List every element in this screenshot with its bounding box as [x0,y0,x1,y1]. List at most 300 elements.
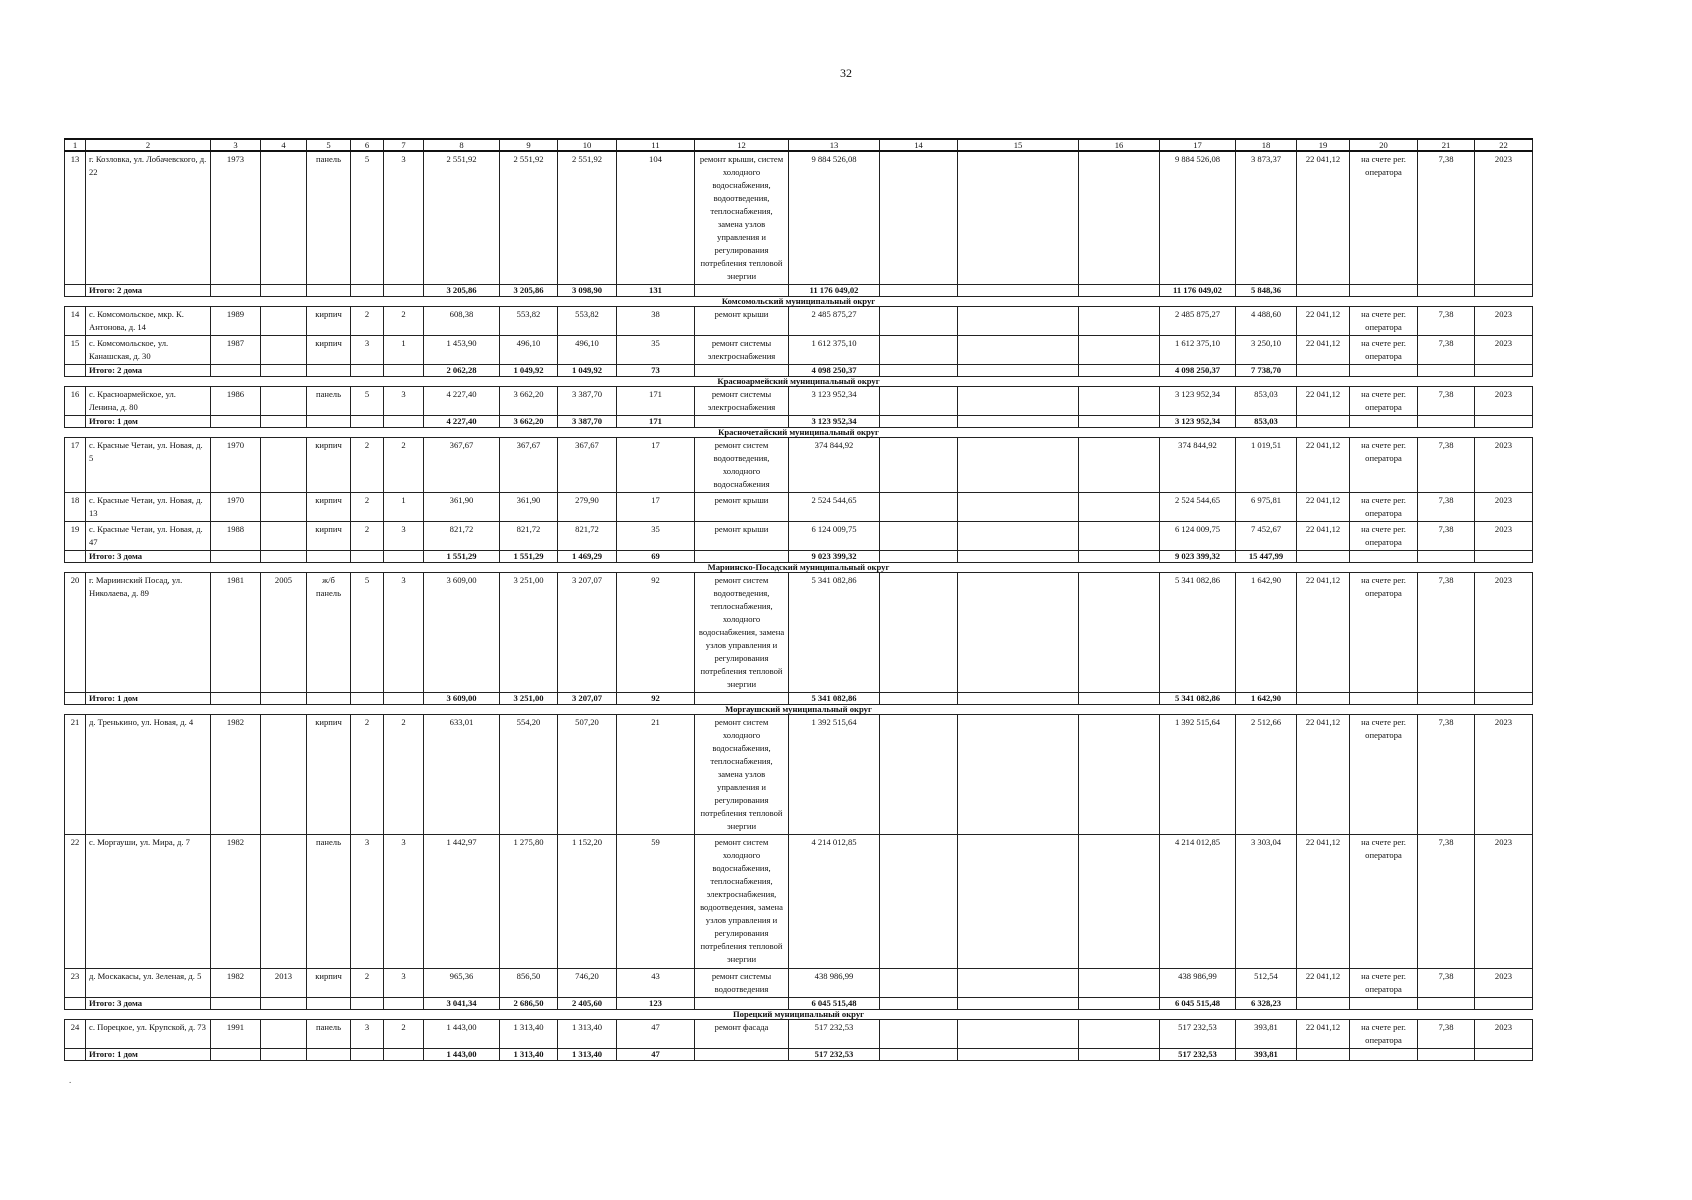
table-cell: 2 [384,438,424,493]
table-cell [1475,285,1533,297]
repair-works: ремонт систем водоотведения, холодного водоснабжения [695,438,789,493]
table-cell [1418,693,1475,705]
table-cell: 22 041,12 [1297,336,1350,365]
repair-works: ремонт крыши [695,522,789,551]
table-cell: 2 062,28 [424,365,500,377]
table-cell [958,969,1079,998]
table-cell [1350,365,1418,377]
table-cell [65,285,86,297]
table-cell: 2 551,92 [500,151,558,285]
table-cell: 22 041,12 [1297,573,1350,693]
table-cell: 9 023 399,32 [1160,551,1236,563]
table-cell [958,1049,1079,1061]
table-cell [261,336,307,365]
table-cell [261,416,307,428]
column-number: 1 [65,139,86,151]
table-cell [1350,285,1418,297]
table-cell [261,835,307,969]
house-row [65,969,1533,998]
subtotal-label: Итого: 1 дом [86,416,211,428]
table-cell: 2 [351,969,384,998]
table-cell: 7,38 [1418,715,1475,835]
table-cell: 1 392 515,64 [789,715,880,835]
table-cell [1079,998,1160,1010]
table-cell: 393,81 [1236,1049,1297,1061]
table-cell [1079,969,1160,998]
table-cell: 5 [351,151,384,285]
table-cell [261,285,307,297]
table-cell: панель [307,835,351,969]
table-cell: 3 609,00 [424,573,500,693]
table-cell: 5 341 082,86 [789,573,880,693]
column-number: 20 [1350,139,1418,151]
subtotal-row [65,693,1533,705]
house-address: г. Козловка, ул. Лобачевского, д. 22 [86,151,211,285]
table-cell [958,715,1079,835]
table-cell [65,693,86,705]
table-cell [958,1020,1079,1049]
row-number: 23 [65,969,86,998]
table-cell: 856,50 [500,969,558,998]
table-cell: 9 023 399,32 [789,551,880,563]
table-cell [1475,416,1533,428]
table-cell [1350,551,1418,563]
table-cell [1350,693,1418,705]
table-cell: 2 [384,715,424,835]
table-cell [958,693,1079,705]
table-cell: 517 232,53 [789,1020,880,1049]
subtotal-row [65,416,1533,428]
subtotal-row [65,285,1533,297]
column-number: 10 [558,139,617,151]
table-cell [261,151,307,285]
table-cell: 1 275,80 [500,835,558,969]
table-cell [1418,365,1475,377]
table-cell [261,1049,307,1061]
table-cell: 3 251,00 [500,573,558,693]
house-row [65,1020,1533,1049]
table-cell [880,1049,958,1061]
table-cell [307,1049,351,1061]
table-cell [351,416,384,428]
table-cell: 1 313,40 [558,1049,617,1061]
table-cell [261,438,307,493]
table-cell [958,416,1079,428]
column-number: 8 [424,139,500,151]
table-cell: 4 098 250,37 [1160,365,1236,377]
table-cell: 361,90 [424,493,500,522]
table-cell [958,285,1079,297]
table-cell [384,551,424,563]
table-cell [65,1049,86,1061]
table-cell: 2013 [261,969,307,998]
table-cell: 393,81 [1236,1020,1297,1049]
house-address: с. Комсомольское, ул. Канашская, д. 30 [86,336,211,365]
table-cell [1079,387,1160,416]
table-cell: 853,03 [1236,387,1297,416]
subtotal-row [65,1049,1533,1061]
table-cell [695,365,789,377]
row-number: 19 [65,522,86,551]
row-number: 17 [65,438,86,493]
table-cell [307,285,351,297]
district-name: Моргаушский муниципальный округ [65,705,1533,715]
house-row [65,438,1533,493]
table-cell: 3 207,07 [558,693,617,705]
table-cell: панель [307,1020,351,1049]
table-cell [351,285,384,297]
table-cell: 1 049,92 [558,365,617,377]
row-number: 13 [65,151,86,285]
table-cell: 1 313,40 [558,1020,617,1049]
table-cell: 3 123 952,34 [1160,416,1236,428]
house-row [65,151,1533,285]
table-cell [1079,285,1160,297]
table-cell: кирпич [307,307,351,336]
table-cell [1418,285,1475,297]
column-number: 4 [261,139,307,151]
table-cell: 4 214 012,85 [1160,835,1236,969]
table-cell [307,998,351,1010]
district-heading-row [65,297,1533,307]
table-cell: 1981 [211,573,261,693]
column-number: 17 [1160,139,1236,151]
table-cell: 7,38 [1418,307,1475,336]
table-cell: 1 313,40 [500,1020,558,1049]
table-cell: 2023 [1475,493,1533,522]
table-cell [1418,551,1475,563]
table-cell: 21 [617,715,695,835]
table-cell [880,969,958,998]
scan-dot: . [69,1075,72,1085]
table-cell [261,365,307,377]
table-cell [695,551,789,563]
table-cell: 5 341 082,86 [1160,573,1236,693]
column-number: 9 [500,139,558,151]
table-cell [351,998,384,1010]
table-cell [65,365,86,377]
column-number: 2 [86,139,211,151]
table-cell: 22 041,12 [1297,835,1350,969]
table-cell: 496,10 [500,336,558,365]
table-cell: 3 123 952,34 [789,387,880,416]
subtotal-row [65,998,1533,1010]
table-cell: 7,38 [1418,522,1475,551]
subtotal-label: Итого: 2 дома [86,365,211,377]
table-cell: 6 045 515,48 [789,998,880,1010]
table-cell: 22 041,12 [1297,151,1350,285]
table-cell [958,998,1079,1010]
table-cell: кирпич [307,969,351,998]
table-cell: панель [307,387,351,416]
table-cell: 2023 [1475,522,1533,551]
column-number: 5 [307,139,351,151]
table-cell [1079,151,1160,285]
table-cell: кирпич [307,336,351,365]
row-number: 22 [65,835,86,969]
table-cell: 438 986,99 [789,969,880,998]
column-number: 16 [1079,139,1160,151]
table-cell: 5 848,36 [1236,285,1297,297]
table-cell [880,573,958,693]
capital-repair-table [64,138,1533,1061]
table-cell: 1989 [211,307,261,336]
table-cell [307,551,351,563]
table-cell: 1982 [211,969,261,998]
table-cell: 15 447,99 [1236,551,1297,563]
table-cell [1297,285,1350,297]
table-cell: 22 041,12 [1297,522,1350,551]
table-cell [211,998,261,1010]
table-cell [1418,1049,1475,1061]
table-cell: 7,38 [1418,151,1475,285]
table-cell [958,551,1079,563]
table-cell: 7,38 [1418,493,1475,522]
table-cell: 6 045 515,48 [1160,998,1236,1010]
house-address: с. Красноармейское, ул. Ленина, д. 80 [86,387,211,416]
house-address: с. Комсомольское, мкр. К. Антонова, д. 14 [86,307,211,336]
column-number: 15 [958,139,1079,151]
table-cell [211,551,261,563]
table-cell: 553,82 [558,307,617,336]
table-cell [1297,693,1350,705]
table-cell: 553,82 [500,307,558,336]
table-cell: 7,38 [1418,336,1475,365]
table-cell: 1 551,29 [424,551,500,563]
table-cell [261,693,307,705]
table-cell [351,693,384,705]
table-cell [958,438,1079,493]
table-cell: 7,38 [1418,387,1475,416]
table-cell: 3 251,00 [500,693,558,705]
table-cell: 3 123 952,34 [789,416,880,428]
table-cell: 6 124 009,75 [789,522,880,551]
table-cell: 1 453,90 [424,336,500,365]
table-cell: кирпич [307,522,351,551]
table-cell: 11 176 049,02 [789,285,880,297]
table-cell: 746,20 [558,969,617,998]
table-cell: 2 485 875,27 [789,307,880,336]
table-cell: на счете рег. оператора [1350,835,1418,969]
table-cell: 2 686,50 [500,998,558,1010]
repair-works: ремонт системы электроснабжения [695,336,789,365]
district-heading-row [65,563,1533,573]
table-cell: 554,20 [500,715,558,835]
table-cell: 3 205,86 [424,285,500,297]
table-cell [307,693,351,705]
table-cell: 2023 [1475,151,1533,285]
table-cell: на счете рег. оператора [1350,438,1418,493]
table-cell [1079,522,1160,551]
table-cell [1475,551,1533,563]
table-cell: 47 [617,1020,695,1049]
repair-works: ремонт крыши, систем холодного водоснабжения, водоотведения, теплоснабжения, замена узлов управления и регулирования потребления тепловой энергии [695,151,789,285]
house-address: д. Тренькино, ул. Новая, д. 4 [86,715,211,835]
table-cell [261,493,307,522]
table-cell: 2 [351,522,384,551]
table-cell: 4 214 012,85 [789,835,880,969]
table-cell [1297,365,1350,377]
table-cell: 3 662,20 [500,416,558,428]
table-cell: на счете рег. оператора [1350,307,1418,336]
table-cell: 608,38 [424,307,500,336]
table-cell: 1 612 375,10 [1160,336,1236,365]
table-cell: 3 303,04 [1236,835,1297,969]
column-number: 3 [211,139,261,151]
table-cell: 1 443,00 [424,1020,500,1049]
house-row [65,387,1533,416]
table-cell: 22 041,12 [1297,969,1350,998]
table-cell: 3 [384,151,424,285]
table-cell [880,998,958,1010]
table-cell [261,1020,307,1049]
table-cell: 1973 [211,151,261,285]
house-address: с. Моргауши, ул. Мира, д. 7 [86,835,211,969]
row-number: 20 [65,573,86,693]
table-cell [880,285,958,297]
table-cell: 3 098,90 [558,285,617,297]
repair-works: ремонт крыши [695,493,789,522]
subtotal-label: Итого: 3 дома [86,551,211,563]
table-cell: 507,20 [558,715,617,835]
table-cell [958,365,1079,377]
table-cell: 123 [617,998,695,1010]
table-cell: 11 176 049,02 [1160,285,1236,297]
table-cell: 633,01 [424,715,500,835]
table-cell: 2023 [1475,336,1533,365]
repair-works: ремонт систем водоотведения, теплоснабжения, холодного водоснабжения, замена узлов управления и регулирования потребления тепловой энергии [695,573,789,693]
repair-works: ремонт систем холодного водоснабжения, теплоснабжения, электроснабжения, водоотведения, замена узлов управления и регулирования потребления тепловой энергии [695,835,789,969]
table-cell: 69 [617,551,695,563]
table-cell: 2023 [1475,1020,1533,1049]
table-cell: на счете рег. оператора [1350,151,1418,285]
table-cell [695,693,789,705]
table-cell [1297,551,1350,563]
table-cell: 9 884 526,08 [789,151,880,285]
table-cell: 5 [351,387,384,416]
table-cell: 4 227,40 [424,416,500,428]
table-cell: 2 485 875,27 [1160,307,1236,336]
table-cell: 3 387,70 [558,387,617,416]
table-cell: 821,72 [424,522,500,551]
subtotal-label: Итого: 2 дома [86,285,211,297]
house-address: с. Красные Четаи, ул. Новая, д. 47 [86,522,211,551]
table-cell: 3 662,20 [500,387,558,416]
table-cell [1079,715,1160,835]
table-cell [1079,493,1160,522]
table-cell: панель [307,151,351,285]
table-cell: 3 [351,336,384,365]
table-cell: 2023 [1475,438,1533,493]
column-number: 13 [789,139,880,151]
table-cell: 1 [384,493,424,522]
table-cell: 2 [351,493,384,522]
table-cell [1297,416,1350,428]
table-cell [1079,307,1160,336]
table-cell: 1 443,00 [424,1049,500,1061]
table-cell: 2023 [1475,387,1533,416]
table-cell: 3 873,37 [1236,151,1297,285]
table-cell: кирпич [307,438,351,493]
table-cell: 517 232,53 [1160,1049,1236,1061]
table-cell: 73 [617,365,695,377]
table-cell [261,715,307,835]
table-cell [1079,573,1160,693]
table-cell: 4 488,60 [1236,307,1297,336]
row-number: 21 [65,715,86,835]
table-cell [1475,693,1533,705]
table-cell [307,416,351,428]
row-number: 18 [65,493,86,522]
table-cell: 1 019,51 [1236,438,1297,493]
table-cell [1350,416,1418,428]
table-cell: 9 884 526,08 [1160,151,1236,285]
table-cell [261,307,307,336]
table-cell [384,416,424,428]
house-row [65,835,1533,969]
table-cell [1079,693,1160,705]
table-cell: 3 [351,1020,384,1049]
table-cell: 1970 [211,438,261,493]
table-cell: 2 512,66 [1236,715,1297,835]
table-cell [880,715,958,835]
table-cell: 2023 [1475,715,1533,835]
table-cell: 367,67 [500,438,558,493]
table-cell: 2023 [1475,835,1533,969]
subtotal-row [65,551,1533,563]
table-cell [65,551,86,563]
table-cell [1079,416,1160,428]
table-cell [958,307,1079,336]
table-cell [880,151,958,285]
table-cell: 1 612 375,10 [789,336,880,365]
table-cell: 279,90 [558,493,617,522]
column-number: 22 [1475,139,1533,151]
table-cell: 171 [617,416,695,428]
table-cell: 35 [617,336,695,365]
table-cell: 374 844,92 [1160,438,1236,493]
repair-works: ремонт фасада [695,1020,789,1049]
district-heading-row [65,1010,1533,1020]
table-cell [1079,1020,1160,1049]
table-cell [261,522,307,551]
table-cell [880,693,958,705]
table-cell: 1 642,90 [1236,573,1297,693]
table-cell: 47 [617,1049,695,1061]
table-cell: 92 [617,693,695,705]
table-cell: 512,54 [1236,969,1297,998]
district-heading-row [65,377,1533,387]
table-cell: 438 986,99 [1160,969,1236,998]
table-cell [211,693,261,705]
table-cell [1297,998,1350,1010]
table-cell [211,1049,261,1061]
house-address: д. Москакасы, ул. Зеленая, д. 5 [86,969,211,998]
column-number: 14 [880,139,958,151]
table-cell: 3 [351,835,384,969]
table-cell [695,416,789,428]
house-row [65,522,1533,551]
table-cell [1079,551,1160,563]
table-cell: 2023 [1475,573,1533,693]
table-cell [1079,1049,1160,1061]
table-cell: 2005 [261,573,307,693]
table-cell: 2 [384,1020,424,1049]
table-cell: 43 [617,969,695,998]
table-cell: 22 041,12 [1297,493,1350,522]
table-cell: 2 [351,438,384,493]
table-cell: 6 975,81 [1236,493,1297,522]
